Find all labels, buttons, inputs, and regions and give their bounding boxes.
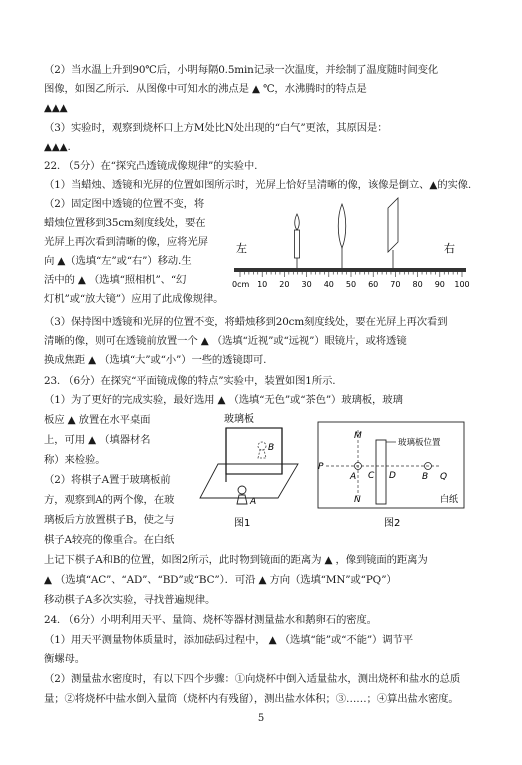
figure-1-mirror-setup: [198, 406, 308, 536]
glass-plate-label: 玻璃板: [224, 414, 254, 425]
ruler-tick-label: 20: [279, 280, 290, 288]
q23-part1-line4: 称）来检验。: [44, 454, 106, 466]
q22-part2-line5: 活中的 ▲ （选填“照相机”、“幻: [44, 274, 187, 286]
table-surface: [200, 464, 298, 498]
q22-part3-line3: 换成焦距 ▲ （选填“大”或“小”）一些的透镜即可.: [44, 354, 267, 366]
ruler-tick-label: 0cm: [232, 280, 250, 288]
q22-part2-line4: 向 ▲（选填“左”或“右”）移动.生: [44, 255, 192, 267]
label-a: A: [350, 472, 357, 482]
ruler-left-label: 左: [236, 242, 247, 255]
q23-part2-line4: 棋子A较亮的像重合。在白纸: [44, 534, 175, 546]
label-d: D: [389, 471, 396, 481]
figure-2-caption: 图2: [384, 518, 401, 529]
q24-title: 24. （6分）小明利用天平、量筒、烧杯等器材测量盐水和鹅卵石的密度。: [44, 614, 377, 626]
ruler-tick-label: 50: [345, 280, 357, 288]
light-screen: [388, 198, 398, 268]
glass-plate-position: [376, 440, 386, 504]
figure-1-caption: 图1: [234, 518, 251, 529]
ruler-tick-label: 90: [434, 280, 445, 288]
piece-a: [237, 486, 247, 504]
glass-position-label: 玻璃板位置: [398, 438, 441, 448]
piece-b: [258, 442, 266, 458]
white-paper-label: 白纸: [440, 495, 459, 505]
q22-part1: （1）当蜡烛、透镜和光屏的位置如图所示时，光屏上恰好呈清晰的像，该像是倒立、▲的实像.: [44, 179, 472, 191]
q22-title: 22. （5分）在“探究凸透镜成像规律”的实验中.: [44, 160, 258, 172]
q21-part3-line1: （3）实验时，观察到烧杯口上方M处比N处出现的“白气”更浓，其原因是：: [44, 122, 388, 134]
ruler-tick-label: 10: [257, 280, 268, 288]
ruler-right-label: 右: [444, 242, 455, 255]
optical-bench-rail: [234, 268, 466, 272]
q22-part2-line6: 灯机”或“放大镜”）应用了此成像规律。: [44, 293, 224, 305]
optical-bench-figure: [230, 196, 470, 288]
piece-a-label: A: [250, 497, 257, 507]
q21-part2-line3: ▲▲▲: [44, 102, 68, 114]
q22-part2-line3: 光屏上再次看到清晰的像，应将光屏: [44, 236, 208, 248]
q21-part2-line2: 图像，如图乙所示．从图像中可知水的沸点是 ▲ ℃，水沸腾时的特点是: [44, 83, 367, 95]
q22-part2-line2: 蜡烛位置移到35cm刻度线处，要在: [44, 217, 206, 229]
page-number: 5: [257, 713, 265, 724]
label-c: C: [368, 471, 375, 481]
figure-2-white-paper: [316, 420, 466, 536]
ruler-tick-label: 40: [323, 280, 334, 288]
q21-part2-line1: （2）当水温上升到90℃后，小明每隔0.5min记录一次温度，并绘制了温度随时间变化: [44, 64, 439, 76]
q23-part2-line3: 璃板后方放置棋子B，使之与: [44, 514, 175, 526]
ruler-tick-label: 80: [412, 280, 423, 288]
label-q: Q: [440, 472, 448, 482]
q23-title: 23. （6分）在探究“平面镜成像的特点”实验中，装置如图1所示.: [44, 375, 336, 387]
ruler-tick-label: 30: [301, 280, 312, 288]
label-m: M: [354, 431, 362, 441]
ruler-tick-label: 60: [368, 280, 379, 288]
q23-part2-line1: （2）将棋子A置于玻璃板前: [44, 474, 171, 486]
q23-part2-line7: 移动棋子A多次实验，寻找普遍规律。: [44, 594, 216, 606]
ruler-tick-label: 70: [390, 280, 401, 288]
candle: [295, 214, 300, 268]
q23-part1-line3: 上，可用 ▲ （填器材名: [44, 434, 151, 446]
q22-part3-line1: （3）保持图中透镜和光屏的位置不变，将蜡烛移到20cm刻度线处，要在光屏上再次看到: [44, 316, 448, 328]
q24-part1-line2: 衡螺母。: [44, 653, 85, 665]
q24-part2-line2: 量；②将烧杯中盐水倒入量筒（烧杯内有残留），测出盐水体积；③……；④算出盐水密度。: [44, 693, 459, 705]
label-b: B: [422, 472, 429, 482]
ruler-tick-label: 100: [454, 280, 470, 288]
label-n: N: [354, 495, 361, 505]
ruler-scale: [240, 272, 462, 277]
q21-part3-line2: ▲▲▲.: [44, 141, 71, 153]
q23-part2-line5: 上记下棋子A和B的位置，如图2所示，此时物到镜面的距离为 ▲ ，像到镜面的距离为: [44, 554, 428, 566]
q22-part2-line1: （2）固定图中透镜的位置不变，将: [44, 198, 205, 210]
q23-part2-line2: 方，观察到A的两个像，在玻: [44, 494, 175, 506]
convex-lens: [338, 204, 346, 268]
q23-part1-line1: （1）为了更好的完成实验，最好选用 ▲ （选填“无色”或“茶色”）玻璃板，玻璃: [44, 394, 403, 406]
q23-part1-line2: 板应 ▲ 放置在水平桌面: [44, 414, 151, 426]
q22-part3-line2: 清晰的像，则可在透镜前放置一个 ▲ （选填“近视”或“远视”）眼镜片，或将透镜: [44, 335, 407, 347]
piece-b-label: B: [268, 443, 275, 453]
label-p: P: [318, 462, 324, 472]
q23-part2-line6: ▲ （选填“AC”、“AD”、“BD”或“BC”）．可沿 ▲ 方向（选填“MN”或“PQ”）: [44, 574, 397, 586]
q24-part2-line1: （2）测量盐水密度时，有以下四个步骤：①向烧杯中倒入适量盐水，测出烧杯和盐水的总质: [44, 673, 461, 685]
q24-part1-line1: （1）用天平测量物体质量时，添加砝码过程中， ▲ （选填“能”或“不能”）调节平: [44, 634, 413, 646]
